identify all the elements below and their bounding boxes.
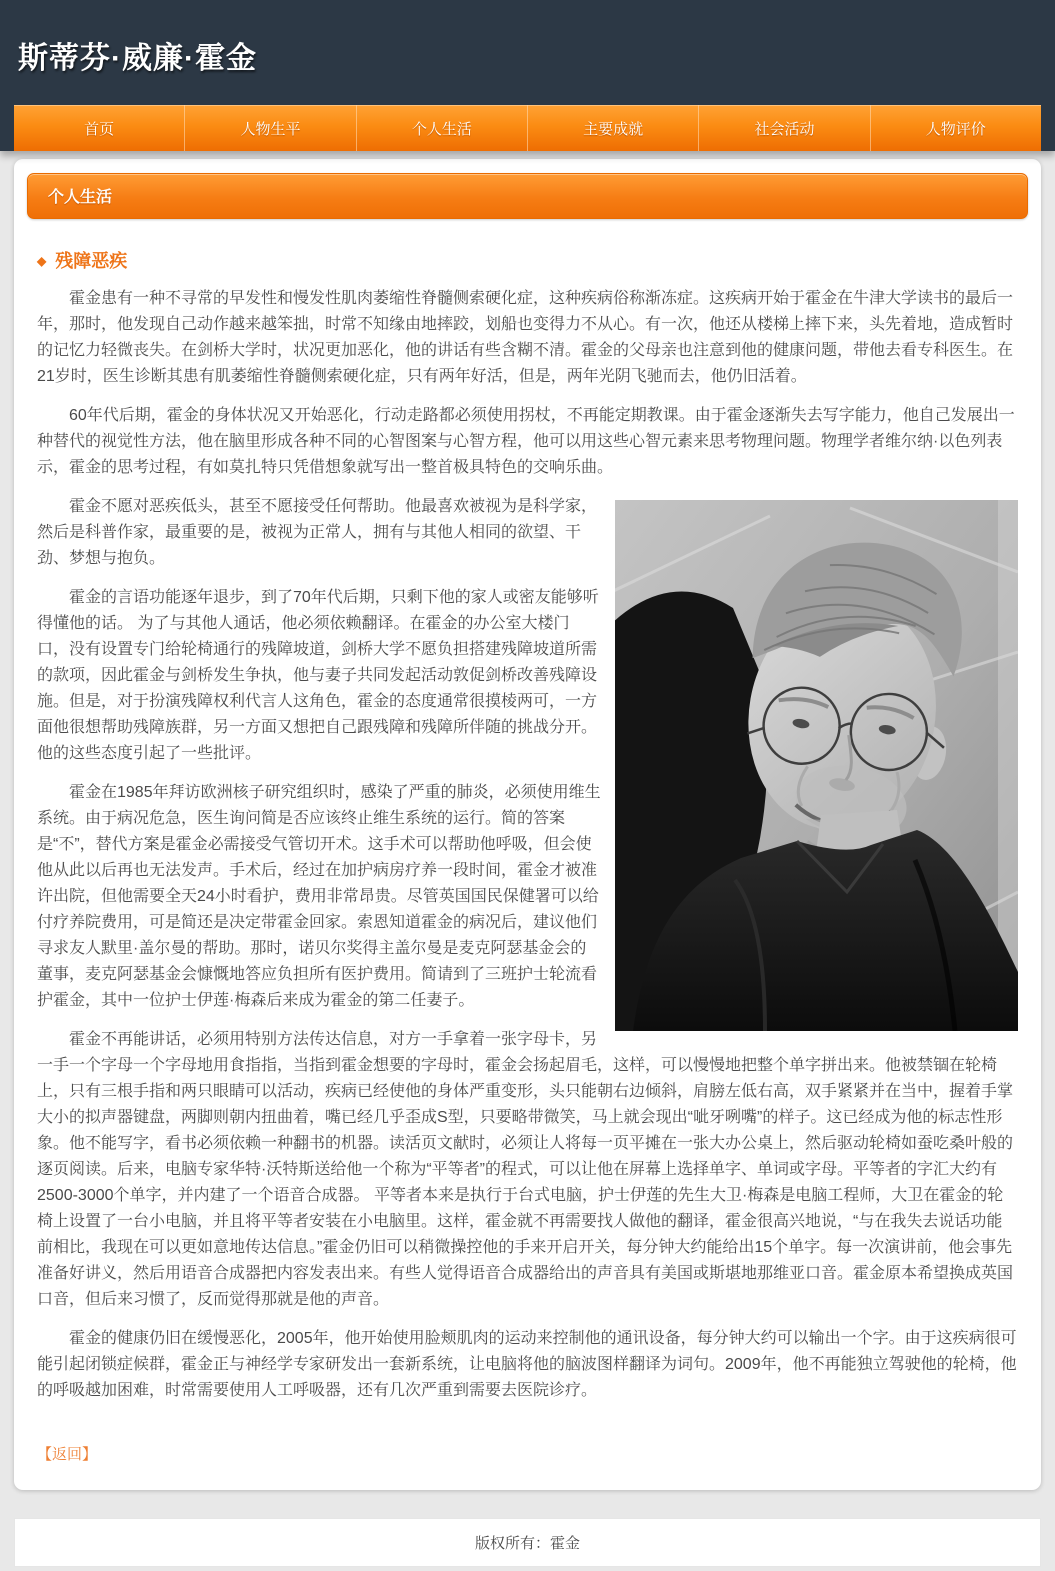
hawking-portrait-svg [615,500,1018,1031]
site-footer [14,1518,1041,1567]
paragraph-6: 霍金不再能讲话，必须用特别方法传达信息，对方一手拿着一张字母卡，另一手一个字母一个字母地用食指指，当指到霍金想要的字母时，霍金会扬起眉毛，这样，可以慢慢地把整个单字拼出来。他被禁锢在轮椅上，只有三根手指和两只眼睛可以活动，疾病已经使他的身体严重变形，头只能朝右边倾斜，肩膀左低右高，双手紧紧并在当中，握着手掌大小的拟声器键盘，两脚则朝内扭曲着，嘴已经几乎歪成S型，只要略带微笑，马上就会现出“呲牙咧嘴”的样子。这已经成为他的标志性形象。他不能写字，看书必须依赖一种翻书的机器。读活页文献时，必须让人将每一页平摊在一张大办公桌上，然后驱动轮椅如蚕吃桑叶般的逐页阅读。后来，电脑专家华特·沃特斯送给他一个称为“平等者”的程式，可以让他在屏幕上选择单字、单词或字母。平等者的字汇大约有2500-3000个单字，并内建了一个语音合成器。 平等者本来是执行于台式电脑，护士伊莲的先生大卫·梅森是电脑工程师，大卫在霍金的轮椅上设置了一台小电脑，并且将平等者安装在小电脑里。这样，霍金就不再需要找人做他的翻译，霍金很高兴地说，“与在我失去说话功能前相比，我现在可以更如意地传达信息。”霍金仍旧可以稍微操控他的手来开启开关，每分钟大约能给出15个单字。每一次演讲前，他会事先准备好讲义，然后用语音合成器把内容发表出来。有些人觉得语音合成器给出的声音具有美国或斯堪地那维亚口音。霍金原本希望换成英国口音，但后来习惯了，反而觉得那就是他的声音。 [37,1031,1014,1308]
copyright-text: 版权所有：霍金 [474,1535,580,1552]
article [27,219,1028,1470]
section-heading-text: 残障恶疾 [55,251,128,271]
nav-item-biography[interactable]: 人物生平 [184,105,355,151]
paragraph-2: 60年代后期，霍金的身体状况又开始恶化，行动走路都必须使用拐杖，不再能定期教课。由于霍金逐渐失去写字能力，他自己发展出一种替代的视觉性方法，他在脑里形成各种不同的心智图案与心智方程，他可以用这些心智元素来思考物理问题。物理学者维尔纳·以色列表示，霍金的思考过程，有如莫扎特只凭借想象就写出一整首极具特色的交响乐曲。 [37,407,1015,476]
paragraph-1: 霍金患有一种不寻常的早发性和慢发性肌肉萎缩性脊髓侧索硬化症，这种疾病俗称渐冻症。这疾病开始于霍金在牛津大学读书的最后一年，那时，他发现自己动作越来越笨拙，时常不知缘由地摔跤，划船也变得力不从心。有一次，他还从楼梯上摔下来，头先着地，造成暂时的记忆力轻微丧失。在剑桥大学时，状况更加恶化，他的讲话有些含糊不清。霍金的父母亲也注意到他的健康问题，带他去看专科医生。在21岁时，医生诊断其患有肌萎缩性脊髓侧索硬化症，只有两年好活，但是，两年光阴飞驰而去，他仍旧活着。 [37,290,1014,385]
nav-item-personal-life[interactable]: 个人生活 [356,105,527,151]
section-banner: 个人生活 [27,173,1028,219]
paragraph-7: 霍金的健康仍旧在缓慢恶化，2005年，他开始使用脸颊肌肉的运动来控制他的通讯设备，每分钟大约可以输出一个字。由于这疾病很可能引起闭锁症候群，霍金正与神经学专家研发出一套新系统，让电脑将他的脑波图样翻译为词句。2009年，他不再能独立驾驶他的轮椅，他的呼吸越加困难，时常需要使用人工呼吸器，还有几次严重到需要去医院诊疗。 [37,1330,1017,1399]
paragraph-3: 霍金不愿对恶疾低头，甚至不愿接受任何帮助。他最喜欢被视为是科学家，然后是科普作家，最重要的是，被视为正常人，拥有与其他人相同的欲望、干劲、梦想与抱负。 [37,498,598,567]
diamond-bullet-icon: ◆ [37,254,47,268]
main-nav [14,105,1041,151]
back-link[interactable]: 【返回】 [37,1446,98,1463]
paragraph-4: 霍金的言语功能逐年退步，到了70年代后期，只剩下他的家人或密友能够听得懂他的话。 为了与其他人通话，他必须依赖翻译。在霍金的办公室大楼门口，没有设置专门给轮椅通行的残障坡道，剑桥大学不愿负担搭建残障坡道所需的款项，因此霍金与剑桥发生争执，他与妻子共同发起活动敦促剑桥改善残障设施。但是，对于扮演残障权利代言人这角色，霍金的态度通常很摸棱两可，一方面他很想帮助残障族群，另一方面又想把自己跟残障和残障所伴随的挑战分开。他的这些态度引起了一些批评。 [37,589,599,762]
hawking-photo [615,500,1018,1031]
site-header [0,0,1055,151]
page-title: 斯蒂芬·威廉·霍金 [18,42,257,75]
nav-item-social-activities[interactable]: 社会活动 [698,105,869,151]
nav-item-achievements[interactable]: 主要成就 [527,105,698,151]
section-heading [37,247,1018,273]
nav-item-evaluation[interactable]: 人物评价 [870,105,1041,151]
content-panel [14,159,1041,1490]
paragraph-5: 霍金在1985年拜访欧洲核子研究组织时，感染了严重的肺炎，必须使用维生系统。由于病况危急，医生询问简是否应该终止维生系统的运行。简的答案是“不”，替代方案是霍金必需接受气管切开术。这手术可以帮助他呼吸，但会使他从此以后再也无法发声。手术后，经过在加护病房疗养一段时间，霍金才被准许出院，但他需要全天24小时看护，费用非常昂贵。尽管英国国民保健署可以给付疗养院费用，可是简还是决定带霍金回家。索恩知道霍金的病况后，建议他们寻求友人默里·盖尔曼的帮助。那时，诺贝尔奖得主盖尔曼是麦克阿瑟基金会的董事，麦克阿瑟基金会慷慨地答应负担所有医护费用。简请到了三班护士轮流看护霍金，其中一位护士伊莲·梅森后来成为霍金的第二任妻子。 [37,784,601,1009]
nav-item-home[interactable]: 首页 [84,120,115,138]
